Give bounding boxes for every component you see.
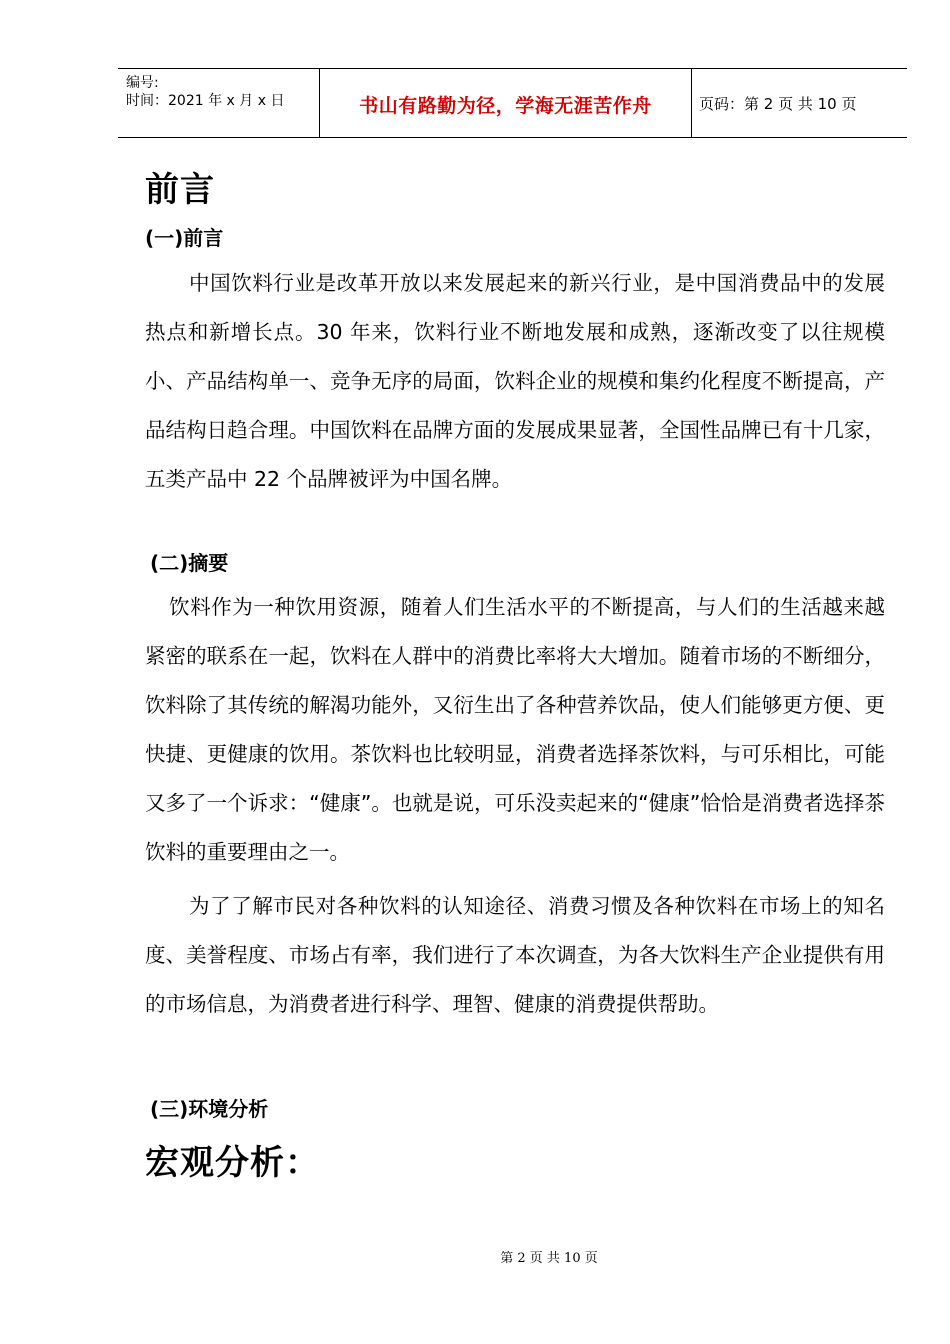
header-meta-cell bbox=[118, 69, 318, 137]
header-motto-cell bbox=[319, 69, 692, 137]
document-time-label: 时间：2021 年 x 月 x 日 bbox=[126, 93, 285, 109]
abstract-paragraph-2: 为了了解市民对各种饮料的认知途径、消费习惯及各种饮料在市场上的知名度、美誉程度、市场占有率，我们进行了本次调查，为各大饮料生产企业提供有用的市场信息，为消费者进行科学、理智、健康的消费提供帮助。 bbox=[145, 894, 885, 1016]
abstract-paragraph-1: 饮料作为一种饮用资源，随着人们生活水平的不断提高，与人们的生活越来越紧密的联系在一起，饮料在人群中的消费比率将大大增加。随着市场的不断细分，饮料除了其传统的解渴功能外，又衍生出了各种营养饮品，使人们能够更方便、更快捷、更健康的饮用。茶饮料也比较明显，消费者选择茶饮料，与可乐相比，可能又多了一个诉求：“健康”。也就是说，可乐没卖起来的“健康”恰恰是消费者选择茶饮料的重要理由之一。 bbox=[145, 595, 885, 864]
subheading-macro-analysis: 宏观分析： bbox=[145, 1143, 320, 1183]
page-title: 前言 bbox=[145, 170, 215, 210]
header-page-number: 页码：第 2 页 共 10 页 bbox=[699, 95, 857, 113]
section-heading-intro: (一)前言 bbox=[145, 226, 224, 250]
document-header bbox=[118, 68, 907, 138]
header-motto: 书山有路勤为径，学海无涯苦作舟 bbox=[359, 95, 652, 117]
section-heading-environment: (三)环境分析 bbox=[150, 1097, 269, 1121]
footer-page-number: 第 2 页 共 10 页 bbox=[500, 1251, 598, 1266]
header-page-cell bbox=[691, 69, 907, 137]
page-footer bbox=[0, 1247, 950, 1266]
section-heading-abstract: (二)摘要 bbox=[150, 551, 229, 575]
document-number-label: 编号: bbox=[126, 75, 159, 91]
intro-paragraph: 中国饮料行业是改革开放以来发展起来的新兴行业，是中国消费品中的发展热点和新增长点。30 年来，饮料行业不断地发展和成熟，逐渐改变了以往规模小、产品结构单一、竞争无序的局面，饮料企业的规模和集约化程度不断提高，产品结构日趋合理。中国饮料在品牌方面的发展成果显著，全国性品牌已有十几家，五类产品中 22 个品牌被评为中国名牌。 bbox=[145, 271, 885, 491]
